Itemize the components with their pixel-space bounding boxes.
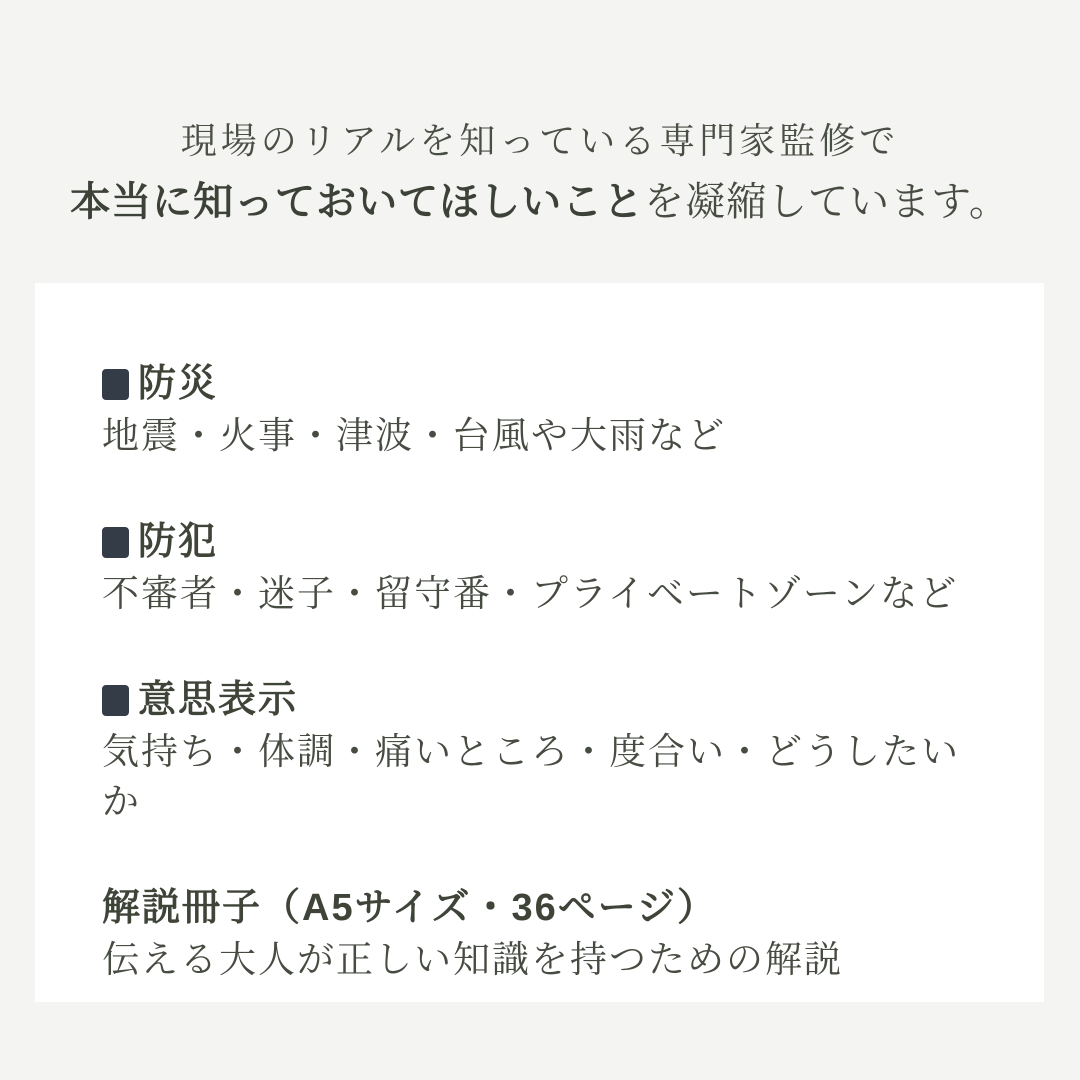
page-heading [0, 118, 1080, 228]
heading-regular-text: を凝縮しています。 [644, 180, 1010, 224]
section-title [102, 883, 984, 933]
square-bullet-icon [102, 369, 129, 400]
section-booklet [102, 883, 984, 985]
section-description: 伝える大人が正しい知識を持つための解説 [102, 939, 843, 980]
section-title-text: 意思表示 [138, 679, 299, 721]
section-disaster-prevention [102, 359, 984, 461]
content-card [35, 283, 1044, 1002]
section-title-text: 防犯 [138, 521, 219, 563]
square-bullet-icon [102, 527, 129, 558]
section-expressing-intent [102, 675, 984, 827]
section-title [102, 359, 984, 409]
section-description: 地震・火事・津波・台風や大雨など [102, 415, 726, 456]
square-bullet-icon [102, 685, 129, 716]
heading-emphasis-text: 本当に知っておいてほしいこと [70, 180, 645, 224]
section-title [102, 517, 984, 567]
section-crime-prevention [102, 517, 984, 619]
section-title [102, 675, 984, 725]
section-description: 不審者・迷子・留守番・プライベートゾーンなど [102, 573, 959, 614]
section-description: 気持ち・体調・痛いところ・度合い・どうしたいか [102, 731, 960, 822]
heading-line-2 [0, 176, 1080, 228]
section-title-text: 解説冊子（A5サイズ・36ページ） [102, 887, 718, 929]
heading-line-1: 現場のリアルを知っている専門家監修で [180, 120, 900, 161]
section-title-text: 防災 [138, 363, 219, 405]
